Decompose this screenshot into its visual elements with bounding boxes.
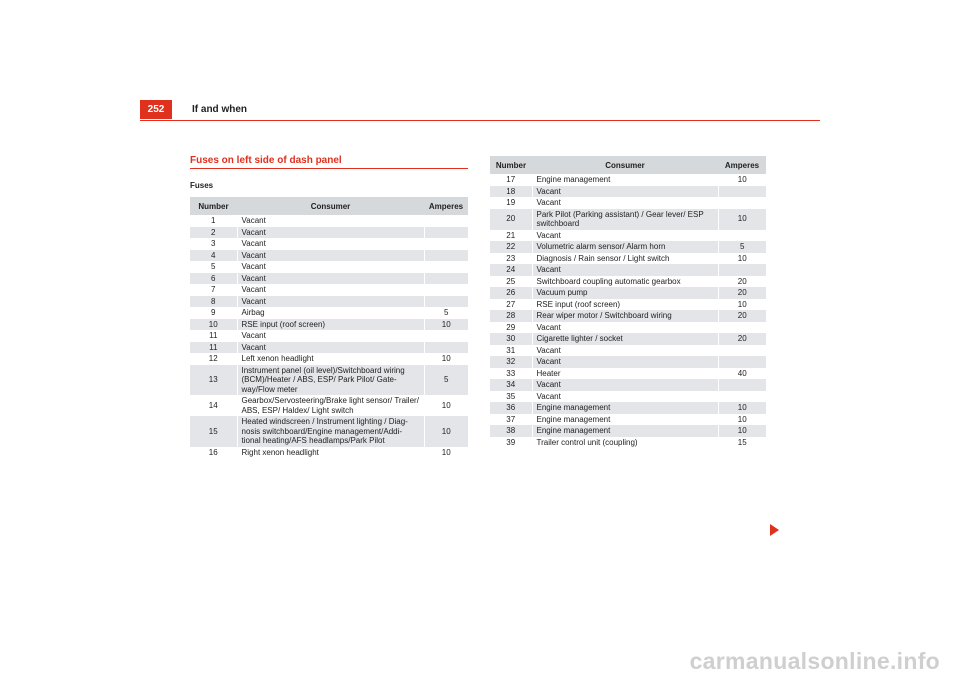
cell-number: 16 (208, 447, 218, 457)
cell-amperes: 5 (424, 307, 468, 319)
table-row (490, 276, 766, 288)
cell-consumer: Diagnosis / Rain sensor / Light switch (532, 253, 718, 265)
cell-consumer: Park Pilot (Parking assistant) / Gear lever/ ESP switchboard (532, 209, 718, 230)
table-row (490, 299, 766, 311)
table-row (190, 307, 468, 319)
table-row (190, 330, 468, 342)
cell-number: 14 (208, 400, 218, 410)
cell-amperes: 10 (718, 174, 766, 186)
cell-amperes (718, 391, 766, 403)
table-row (190, 215, 468, 227)
cell-consumer: Vacant (532, 379, 718, 391)
cell-consumer: Volumetric alarm sensor/ Alarm horn (532, 241, 718, 253)
cell-number: 33 (506, 368, 516, 378)
cell-amperes (424, 261, 468, 273)
section-title: Fuses on left side of dash panel (190, 155, 468, 169)
cell-amperes: 10 (718, 425, 766, 437)
cell-consumer: Vacant (532, 197, 718, 209)
cell-number: 4 (190, 250, 237, 262)
cell-amperes: 5 (424, 365, 468, 396)
cell-consumer: Vacant (237, 250, 424, 262)
cell-amperes: 10 (424, 319, 468, 331)
table-row (490, 425, 766, 437)
table-row (490, 209, 766, 230)
table-row (490, 345, 766, 357)
table-body (190, 215, 468, 458)
cell-amperes (718, 379, 766, 391)
table-row (190, 296, 468, 308)
cell-consumer: Instrument panel (oil level)/Switchboard wiring (BCM)/Heater / ABS, ESP/ Park Pilot/ Gate-way/Flow meter (237, 365, 424, 396)
table-row (190, 319, 468, 331)
table-row (490, 241, 766, 253)
table-row (490, 368, 766, 380)
cell-number: 15 (190, 416, 237, 447)
header-amperes: Amperes (718, 156, 766, 174)
cell-amperes (424, 284, 468, 296)
header-amperes: Amperes (424, 197, 468, 215)
cell-consumer: Engine management (532, 402, 718, 414)
cell-consumer: Engine management (532, 414, 718, 426)
cell-number: 36 (490, 402, 532, 414)
cell-number: 27 (506, 299, 516, 309)
table-row (490, 391, 766, 403)
cell-consumer: Heater (532, 368, 718, 380)
table-row (190, 365, 468, 396)
cell-amperes: 10 (718, 414, 766, 426)
cell-consumer: Vacant (237, 238, 424, 250)
cell-number: 6 (190, 273, 237, 285)
cell-number: 19 (506, 198, 516, 207)
page-number: 252 (140, 100, 172, 119)
cell-amperes: 20 (718, 287, 766, 299)
fuses-label: Fuses (190, 181, 214, 190)
cell-consumer: Trailer control unit (coupling) (532, 437, 718, 449)
cell-consumer: Engine management (532, 174, 718, 186)
cell-number: 32 (490, 356, 532, 368)
cell-number: 26 (490, 287, 532, 299)
cell-number: 23 (506, 253, 516, 263)
cell-number: 24 (490, 264, 532, 276)
cell-amperes: 40 (718, 368, 766, 380)
cell-number: 11 (209, 331, 218, 340)
cell-number: 28 (490, 310, 532, 322)
cell-amperes (718, 345, 766, 357)
cell-number: 1 (211, 216, 216, 225)
table-row (190, 284, 468, 296)
cell-consumer: Engine management (532, 425, 718, 437)
cell-amperes (718, 197, 766, 209)
cell-consumer: Vacant (532, 264, 718, 276)
cell-amperes (424, 330, 468, 342)
cell-consumer: Vacuum pump (532, 287, 718, 299)
cell-consumer: Vacant (237, 261, 424, 273)
fuse-table-left (190, 197, 468, 458)
cell-number: 21 (506, 230, 516, 240)
table-row (490, 287, 766, 299)
cell-amperes (718, 264, 766, 276)
table-header-row (190, 197, 468, 215)
cell-amperes: 20 (718, 310, 766, 322)
header-consumer: Consumer (532, 156, 718, 174)
cell-number: 8 (190, 296, 237, 308)
table-row (190, 353, 468, 365)
cell-amperes (718, 186, 766, 198)
cell-amperes (424, 215, 468, 227)
cell-number: 13 (190, 365, 237, 396)
cell-number: 2 (190, 227, 237, 239)
cell-amperes (424, 342, 468, 354)
cell-consumer: Vacant (532, 356, 718, 368)
cell-consumer: Vacant (237, 284, 424, 296)
cell-consumer: Heated windscreen / Instrument lighting / Diag-nosis switchboard/Engine management/Addi-tional heating/AFS headlamps/Park Pilot (237, 416, 424, 447)
cell-amperes (424, 273, 468, 285)
cell-number: 7 (211, 285, 216, 294)
arrow-right-icon[interactable] (770, 524, 779, 536)
cell-amperes: 10 (424, 447, 468, 459)
cell-consumer: Vacant (237, 273, 424, 285)
cell-number: 9 (211, 308, 216, 317)
cell-number: 18 (490, 186, 532, 198)
cell-consumer: Vacant (237, 227, 424, 239)
header-title: If and when (192, 104, 247, 115)
table-row (190, 238, 468, 250)
cell-number: 12 (208, 354, 218, 363)
page-header (140, 100, 820, 121)
cell-consumer: Vacant (532, 186, 718, 198)
cell-number: 22 (490, 241, 532, 253)
cell-consumer: Switchboard coupling automatic gearbox (532, 276, 718, 288)
cell-number: 20 (490, 209, 532, 230)
cell-number: 38 (490, 425, 532, 437)
cell-consumer: Vacant (237, 215, 424, 227)
table-header-row (490, 156, 766, 174)
cell-amperes (424, 238, 468, 250)
cell-amperes (424, 296, 468, 308)
table-row (190, 416, 468, 447)
cell-consumer: Vacant (532, 391, 718, 403)
cell-amperes: 20 (718, 333, 766, 345)
cell-amperes: 15 (718, 437, 766, 449)
cell-consumer: Right xenon headlight (237, 447, 424, 459)
table-row (490, 402, 766, 414)
table-row (490, 253, 766, 265)
table-row (490, 174, 766, 186)
cell-number: 11 (190, 342, 237, 354)
cell-amperes (424, 250, 468, 262)
table-row (490, 186, 766, 198)
cell-number: 35 (506, 391, 516, 401)
cell-amperes (424, 227, 468, 239)
cell-consumer: Rear wiper motor / Switchboard wiring (532, 310, 718, 322)
cell-amperes: 5 (718, 241, 766, 253)
table-row (490, 310, 766, 322)
cell-number: 17 (506, 175, 516, 184)
table-row (490, 437, 766, 449)
cell-number: 39 (506, 437, 516, 447)
cell-number: 3 (211, 239, 216, 248)
cell-consumer: Left xenon headlight (237, 353, 424, 365)
cell-consumer: Vacant (237, 296, 424, 308)
cell-amperes: 20 (718, 276, 766, 288)
table-row (190, 261, 468, 273)
cell-number: 34 (490, 379, 532, 391)
cell-consumer: RSE input (roof screen) (532, 299, 718, 311)
cell-number: 31 (506, 345, 516, 355)
table-row (190, 250, 468, 262)
table-row (490, 414, 766, 426)
table-row (190, 342, 468, 354)
table-row (490, 264, 766, 276)
cell-amperes: 10 (718, 253, 766, 265)
watermark: carmanualsonline.info (689, 648, 940, 674)
cell-amperes: 10 (424, 395, 468, 416)
cell-consumer: Vacant (532, 322, 718, 334)
cell-consumer: Vacant (532, 345, 718, 357)
table-row (190, 395, 468, 416)
header-number: Number (190, 197, 237, 215)
table-row (490, 322, 766, 334)
cell-amperes: 10 (718, 209, 766, 230)
table-row (190, 227, 468, 239)
cell-number: 10 (190, 319, 237, 331)
cell-number: 5 (211, 262, 216, 271)
header-number: Number (490, 156, 532, 174)
cell-consumer: Gearbox/Servosteering/Brake light sensor/ Trailer/ ABS, ESP/ Haldex/ Light switch (237, 395, 424, 416)
cell-amperes (718, 230, 766, 242)
cell-consumer: Vacant (237, 330, 424, 342)
cell-consumer: Cigarette lighter / socket (532, 333, 718, 345)
table-row (490, 230, 766, 242)
cell-number: 30 (490, 333, 532, 345)
cell-consumer: Vacant (532, 230, 718, 242)
table-row (490, 379, 766, 391)
table-row (490, 197, 766, 209)
cell-consumer: RSE input (roof screen) (237, 319, 424, 331)
cell-amperes (718, 322, 766, 334)
cell-amperes: 10 (718, 402, 766, 414)
cell-amperes (718, 356, 766, 368)
table-row (190, 273, 468, 285)
fuse-table-right (490, 156, 766, 448)
cell-amperes: 10 (424, 416, 468, 447)
table-row (490, 333, 766, 345)
cell-consumer: Vacant (237, 342, 424, 354)
header-consumer: Consumer (237, 197, 424, 215)
cell-consumer: Airbag (237, 307, 424, 319)
table-body (490, 174, 766, 448)
cell-number: 37 (506, 414, 516, 424)
cell-amperes: 10 (424, 353, 468, 365)
cell-amperes: 10 (718, 299, 766, 311)
cell-number: 25 (506, 276, 516, 286)
cell-number: 29 (506, 322, 516, 332)
table-row (190, 447, 468, 459)
table-row (490, 356, 766, 368)
